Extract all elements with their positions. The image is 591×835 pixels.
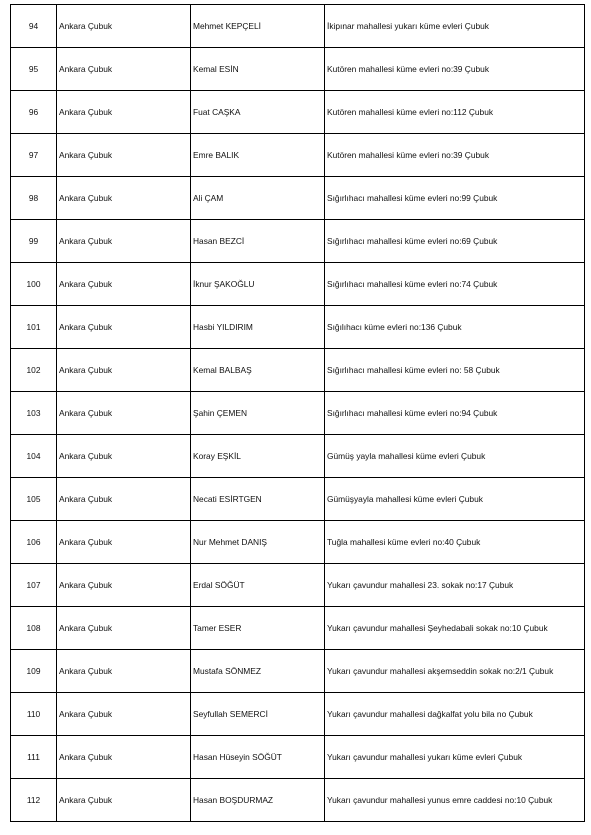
person-name-cell: Emre BALIK <box>191 134 325 177</box>
person-name-cell: Kemal ESİN <box>191 48 325 91</box>
city-cell: Ankara Çubuk <box>57 779 191 822</box>
table-row <box>11 306 585 349</box>
city-cell: Ankara Çubuk <box>57 5 191 48</box>
row-number-cell: 95 <box>11 48 57 91</box>
city-cell: Ankara Çubuk <box>57 177 191 220</box>
row-number-cell: 109 <box>11 650 57 693</box>
row-number-cell: 104 <box>11 435 57 478</box>
person-name-cell: Hasan BOŞDURMAZ <box>191 779 325 822</box>
city-cell: Ankara Çubuk <box>57 91 191 134</box>
city-cell: Ankara Çubuk <box>57 48 191 91</box>
city-cell: Ankara Çubuk <box>57 220 191 263</box>
document-page <box>10 4 584 822</box>
records-table-body <box>11 5 585 822</box>
table-row <box>11 650 585 693</box>
table-row <box>11 349 585 392</box>
table-row <box>11 736 585 779</box>
person-name-cell: Hasan Hüseyin SÖĞÜT <box>191 736 325 779</box>
city-cell: Ankara Çubuk <box>57 263 191 306</box>
city-cell: Ankara Çubuk <box>57 392 191 435</box>
row-number-cell: 106 <box>11 521 57 564</box>
row-number-cell: 108 <box>11 607 57 650</box>
address-cell: Sığırlıhacı mahallesi küme evleri no:69 Çubuk <box>325 220 585 263</box>
row-number-cell: 110 <box>11 693 57 736</box>
city-cell: Ankara Çubuk <box>57 564 191 607</box>
records-table <box>10 4 585 822</box>
address-cell: Gümüşyayla mahallesi küme evleri Çubuk <box>325 478 585 521</box>
address-cell: Sığırlıhacı mahallesi küme evleri no:74 Çubuk <box>325 263 585 306</box>
person-name-cell: Necati ESİRTGEN <box>191 478 325 521</box>
city-cell: Ankara Çubuk <box>57 650 191 693</box>
person-name-cell: Hasbi YILDIRIM <box>191 306 325 349</box>
row-number-cell: 111 <box>11 736 57 779</box>
person-name-cell: Mustafa SÖNMEZ <box>191 650 325 693</box>
address-cell: Tuğla mahallesi küme evleri no:40 Çubuk <box>325 521 585 564</box>
city-cell: Ankara Çubuk <box>57 134 191 177</box>
row-number-cell: 96 <box>11 91 57 134</box>
city-cell: Ankara Çubuk <box>57 607 191 650</box>
person-name-cell: Hasan BEZCİ <box>191 220 325 263</box>
row-number-cell: 99 <box>11 220 57 263</box>
table-row <box>11 478 585 521</box>
person-name-cell: Kemal BALBAŞ <box>191 349 325 392</box>
table-row <box>11 392 585 435</box>
person-name-cell: Tamer ESER <box>191 607 325 650</box>
address-cell: İkipınar mahallesi yukarı küme evleri Çubuk <box>325 5 585 48</box>
city-cell: Ankara Çubuk <box>57 435 191 478</box>
city-cell: Ankara Çubuk <box>57 521 191 564</box>
address-cell: Sığırlıhacı mahallesi küme evleri no:94 Çubuk <box>325 392 585 435</box>
row-number-cell: 94 <box>11 5 57 48</box>
table-row <box>11 435 585 478</box>
address-cell: Yukarı çavundur mahallesi akşemseddin sokak no:2/1 Çubuk <box>325 650 585 693</box>
city-cell: Ankara Çubuk <box>57 736 191 779</box>
table-row <box>11 91 585 134</box>
table-row <box>11 607 585 650</box>
table-row <box>11 564 585 607</box>
address-cell: Gümüş yayla mahallesi küme evleri Çubuk <box>325 435 585 478</box>
table-row <box>11 177 585 220</box>
city-cell: Ankara Çubuk <box>57 478 191 521</box>
person-name-cell: Seyfullah SEMERCİ <box>191 693 325 736</box>
address-cell: Yukarı çavundur mahallesi dağkalfat yolu bila no Çubuk <box>325 693 585 736</box>
person-name-cell: Mehmet KEPÇELİ <box>191 5 325 48</box>
person-name-cell: Koray EŞKİL <box>191 435 325 478</box>
city-cell: Ankara Çubuk <box>57 306 191 349</box>
address-cell: Kutören mahallesi küme evleri no:39 Çubuk <box>325 48 585 91</box>
address-cell: Kutören mahallesi küme evleri no:39 Çubuk <box>325 134 585 177</box>
table-row <box>11 5 585 48</box>
person-name-cell: Nur Mehmet DANIŞ <box>191 521 325 564</box>
address-cell: Sığırlıhacı mahallesi küme evleri no: 58 Çubuk <box>325 349 585 392</box>
city-cell: Ankara Çubuk <box>57 349 191 392</box>
person-name-cell: İknur ŞAKOĞLU <box>191 263 325 306</box>
table-row <box>11 220 585 263</box>
table-row <box>11 779 585 822</box>
table-row <box>11 263 585 306</box>
address-cell: Sığılıhacı küme evleri no:136 Çubuk <box>325 306 585 349</box>
table-row <box>11 48 585 91</box>
city-cell: Ankara Çubuk <box>57 693 191 736</box>
person-name-cell: Ali ÇAM <box>191 177 325 220</box>
address-cell: Yukarı çavundur mahallesi yunus emre caddesi no:10 Çubuk <box>325 779 585 822</box>
table-row <box>11 134 585 177</box>
person-name-cell: Erdal SÖĞÜT <box>191 564 325 607</box>
row-number-cell: 105 <box>11 478 57 521</box>
row-number-cell: 103 <box>11 392 57 435</box>
address-cell: Yukarı çavundur mahallesi 23. sokak no:17 Çubuk <box>325 564 585 607</box>
person-name-cell: Fuat CAŞKA <box>191 91 325 134</box>
row-number-cell: 100 <box>11 263 57 306</box>
row-number-cell: 98 <box>11 177 57 220</box>
address-cell: Yukarı çavundur mahallesi yukarı küme evleri Çubuk <box>325 736 585 779</box>
address-cell: Yukarı çavundur mahallesi Şeyhedabali sokak no:10 Çubuk <box>325 607 585 650</box>
table-row <box>11 693 585 736</box>
row-number-cell: 112 <box>11 779 57 822</box>
row-number-cell: 102 <box>11 349 57 392</box>
address-cell: Sığırlıhacı mahallesi küme evleri no:99 Çubuk <box>325 177 585 220</box>
row-number-cell: 97 <box>11 134 57 177</box>
row-number-cell: 101 <box>11 306 57 349</box>
row-number-cell: 107 <box>11 564 57 607</box>
table-row <box>11 521 585 564</box>
person-name-cell: Şahin ÇEMEN <box>191 392 325 435</box>
address-cell: Kutören mahallesi küme evleri no:112 Çubuk <box>325 91 585 134</box>
